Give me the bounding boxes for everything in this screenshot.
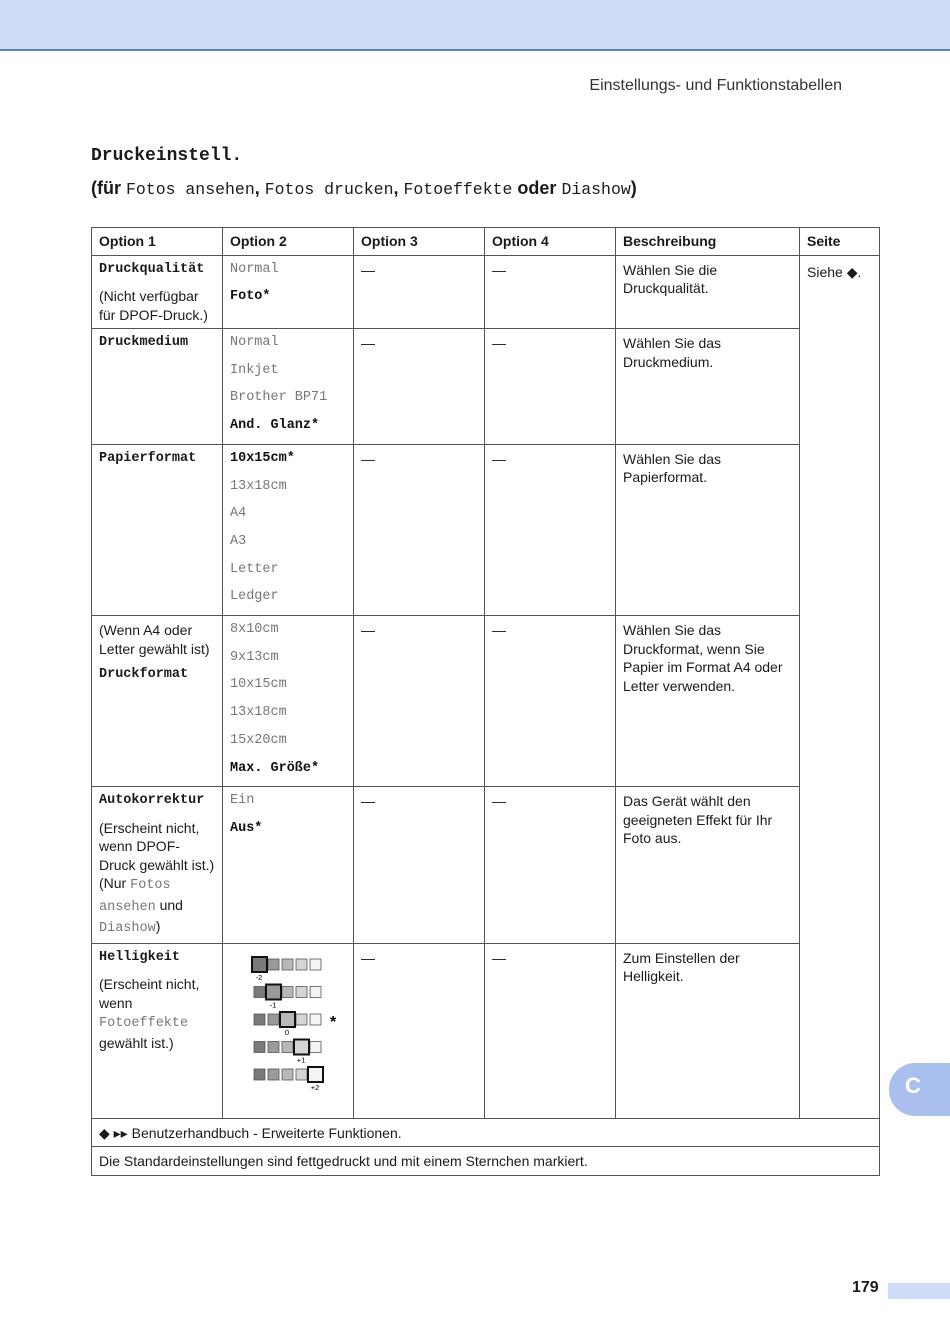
- brightness-swatch: [308, 1067, 323, 1082]
- description-cell: Wählen Sie die Druckqualität.: [616, 255, 800, 329]
- option-value: Normal: [230, 335, 279, 350]
- brightness-swatch: [254, 1014, 265, 1025]
- option3-cell: —: [354, 444, 485, 615]
- option2-cell: [223, 943, 354, 1118]
- brightness-swatch: [294, 1039, 309, 1054]
- description-cell: Wählen Sie das Druckformat, wenn Sie Papier im Format A4 oder Letter verwenden.: [616, 616, 800, 787]
- setting-label: Papierformat: [99, 450, 197, 466]
- table-row: [92, 943, 880, 1118]
- chapter-tab: C: [889, 1063, 950, 1116]
- setting-note: (Erscheint nicht, wenn DPOF-Druck gewählt ist.) (Nur Fotos ansehen und Diashow): [99, 819, 215, 937]
- table-row: [92, 255, 880, 329]
- brightness-level-label: -2: [255, 972, 263, 982]
- setting-label: Druckmedium: [99, 335, 189, 350]
- option1-cell: [92, 444, 223, 615]
- option-value: 13x18cm: [230, 705, 287, 721]
- brightness-swatch: [282, 959, 293, 970]
- brightness-swatch: [254, 1041, 265, 1052]
- option1-cell: [92, 255, 223, 329]
- option-value-default: Foto*: [230, 289, 271, 305]
- brightness-swatch: [268, 959, 279, 970]
- option-value: Normal: [230, 261, 279, 277]
- table-footer-row: [92, 1147, 880, 1176]
- option3-cell: —: [354, 616, 485, 787]
- setting-note: (Erscheint nicht, wenn Fotoeffekte gewählt ist.): [99, 976, 200, 1051]
- option2-cell: [223, 616, 354, 787]
- footer-default-note: Die Standardeinstellungen sind fettgedruckt und mit einem Sternchen markiert.: [92, 1147, 880, 1176]
- option2-cell: [223, 329, 354, 445]
- brightness-swatch: [268, 1069, 279, 1080]
- col-header-option4: Option 4: [485, 228, 616, 256]
- option-value-default: And. Glanz*: [230, 418, 320, 434]
- col-header-option3: Option 3: [354, 228, 485, 256]
- default-star-marker: *: [330, 1013, 337, 1031]
- table-row: [92, 787, 880, 944]
- page-header-title: Einstellungs- und Funktionstabellen: [589, 77, 842, 94]
- section-title: Druckeinstell.: [91, 146, 243, 166]
- option-value: Ein: [230, 793, 255, 809]
- option-value: 13x18cm: [230, 478, 287, 494]
- option1-cell: [92, 943, 223, 1118]
- table-header-row: [92, 228, 880, 256]
- option4-cell: —: [485, 787, 616, 944]
- option4-cell: —: [485, 444, 616, 615]
- table-footer-row: [92, 1118, 880, 1147]
- setting-label: Autokorrektur: [99, 793, 205, 809]
- option4-cell: —: [485, 943, 616, 1118]
- brightness-level-label: 0: [284, 1027, 290, 1037]
- col-header-option2: Option 2: [223, 228, 354, 256]
- col-header-seite: Seite: [800, 228, 880, 256]
- option1-cell: [92, 787, 223, 944]
- seite-reference: Siehe ◆.: [807, 263, 862, 280]
- top-banner: [0, 0, 950, 51]
- page-number-bar: [888, 1283, 950, 1299]
- table-row: [92, 444, 880, 615]
- option-value: Ledger: [230, 589, 279, 605]
- brightness-level-label: -1: [269, 1000, 277, 1010]
- description-cell: Zum Einstellen der Helligkeit.: [616, 943, 800, 1118]
- brightness-scale-graphic: [244, 955, 344, 1101]
- brightness-swatch: [254, 1069, 265, 1080]
- option-value: Brother BP71: [230, 390, 328, 406]
- brightness-swatch: [252, 957, 267, 972]
- brightness-swatch: [282, 986, 293, 997]
- setting-pre-note: (Wenn A4 oder Letter gewählt ist): [99, 622, 210, 657]
- option-value-default: Aus*: [230, 820, 263, 836]
- option3-cell: —: [354, 329, 485, 445]
- brightness-swatch: [296, 1014, 307, 1025]
- option4-cell: —: [485, 255, 616, 329]
- option1-cell: [92, 616, 223, 787]
- option-value: 10x15cm: [230, 677, 287, 693]
- setting-label: Druckqualität: [99, 261, 205, 277]
- col-header-beschreibung: Beschreibung: [616, 228, 800, 256]
- option-value-default: Max. Größe*: [230, 760, 320, 776]
- brightness-swatch: [310, 986, 321, 997]
- brightness-swatch: [268, 1014, 279, 1025]
- brightness-swatch: [266, 984, 281, 999]
- option3-cell: —: [354, 943, 485, 1118]
- option-value: A3: [230, 533, 247, 549]
- brightness-level-label: +1: [296, 1055, 306, 1065]
- brightness-swatch: [268, 1041, 279, 1052]
- section-subtitle: (für Fotos ansehen, Fotos drucken, Fotoeffekte oder Diashow): [91, 178, 637, 199]
- description-cell: Das Gerät wählt den geeigneten Effekt für Ihr Foto aus.: [616, 787, 800, 944]
- option3-cell: —: [354, 255, 485, 329]
- option-value-default: 10x15cm*: [230, 450, 295, 466]
- seite-cell: [800, 255, 880, 1118]
- option2-cell: [223, 255, 354, 329]
- option-value: 8x10cm: [230, 622, 279, 638]
- option-value: 9x13cm: [230, 649, 279, 665]
- table-row: [92, 616, 880, 787]
- option1-cell: [92, 329, 223, 445]
- setting-label: Druckformat: [99, 667, 189, 683]
- brightness-swatch: [296, 1069, 307, 1080]
- brightness-swatch: [296, 986, 307, 997]
- brightness-swatch: [282, 1041, 293, 1052]
- description-cell: Wählen Sie das Druckmedium.: [616, 329, 800, 445]
- settings-table: [91, 227, 880, 1176]
- brightness-swatch: [310, 959, 321, 970]
- option-value: Inkjet: [230, 362, 279, 378]
- setting-label: Helligkeit: [99, 949, 181, 965]
- brightness-swatch: [280, 1012, 295, 1027]
- brightness-swatch: [282, 1069, 293, 1080]
- option4-cell: —: [485, 329, 616, 445]
- option2-cell: [223, 787, 354, 944]
- brightness-swatch: [254, 986, 265, 997]
- setting-note: (Nicht verfügbar für DPOF-Druck.): [99, 288, 208, 323]
- page-number: 179: [852, 1279, 879, 1296]
- option3-cell: —: [354, 787, 485, 944]
- brightness-swatch: [310, 1041, 321, 1052]
- col-header-option1: Option 1: [92, 228, 223, 256]
- table-row: [92, 329, 880, 445]
- option-value: Letter: [230, 561, 279, 577]
- brightness-level-label: +2: [310, 1082, 320, 1092]
- option-value: 15x20cm: [230, 732, 287, 748]
- brightness-swatch: [310, 1014, 321, 1025]
- brightness-swatch: [296, 959, 307, 970]
- option4-cell: —: [485, 616, 616, 787]
- description-cell: Wählen Sie das Papierformat.: [616, 444, 800, 615]
- option-value: A4: [230, 506, 247, 522]
- footer-reference: ◆ ▸▸ Benutzerhandbuch - Erweiterte Funktionen.: [92, 1118, 880, 1147]
- option2-cell: [223, 444, 354, 615]
